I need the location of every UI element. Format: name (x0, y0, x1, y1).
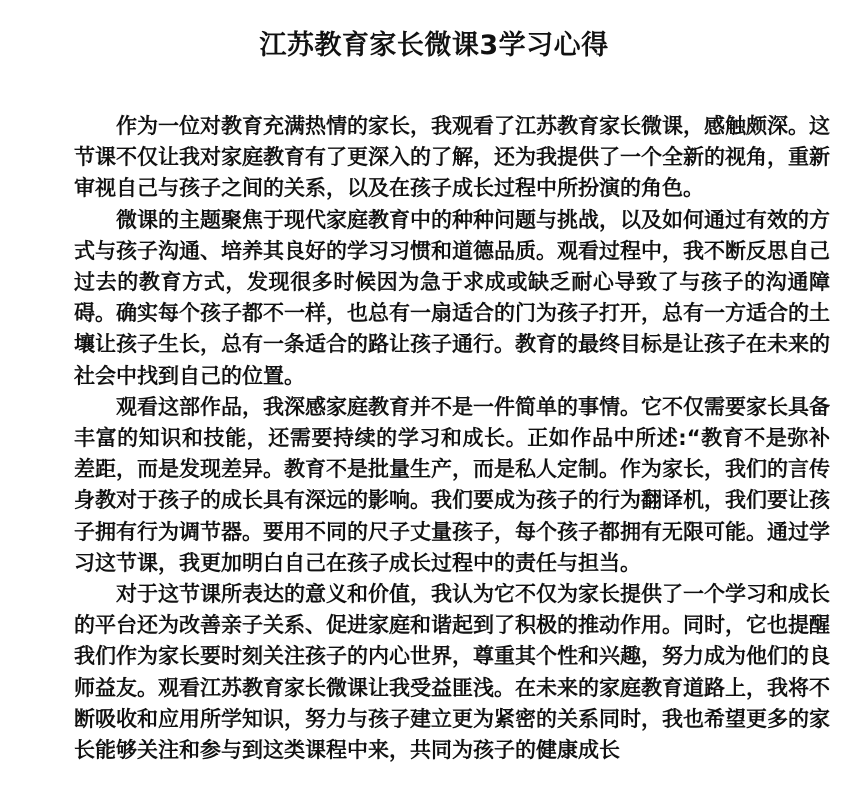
paragraph-2: 微课的主题聚焦于现代家庭教育中的种种问题与挑战，以及如何通过有效的方式与孩子沟通、培养其良好的学习习惯和道德品质。观看过程中，我不断反思自己过去的教育方式，发现很多时候因为急于求成或缺乏耐心导致了与孩子的沟通障碍。确实每个孩子都不一样，也总有一扇适合的门为孩子打开，总有一方适合的土壤让孩子生长，总有一条适合的路让孩子通行。教育的最终目标是让孩子在未来的社会中找到自己的位置。 (74, 207, 830, 388)
paragraph-3: 观看这部作品，我深感家庭教育并不是一件简单的事情。它不仅需要家长具备丰富的知识和技能，还需要持续的学习和成长。正如作品中所述:“教育不是弥补差距，而是发现差异。教育不是批量生产，而是私人定制。作为家长，我们的言传身教对于孩子的成长具有深远的影响。我们要成为孩子的行为翻译机，我们要让孩子拥有行为调节器。要用不同的尺子丈量孩子，每个孩子都拥有无限可能。通过学习这节课，我更加明白自己在孩子成长过程中的责任与担当。 (74, 394, 830, 575)
document-body (74, 111, 830, 766)
paragraph-4: 对于这节课所表达的意义和价值，我认为它不仅为家长提供了一个学习和成长的平台还为改善亲子关系、促进家庭和谐起到了积极的推动作用。同时，它也提醒我们作为家长要时刻关注孩子的内心世界，尊重其个性和兴趣，努力成为他们的良师益友。观看江苏教育家长微课让我受益匪浅。在未来的家庭教育道路上，我将不断吸收和应用所学知识，努力与孩子建立更为紧密的关系同时，我也希望更多的家长能够关注和参与到这类课程中来，共同为孩子的健康成长 (74, 582, 830, 763)
document-title: 江苏教育家长微课3学习心得 (259, 30, 609, 61)
paragraph-1: 作为一位对教育充满热情的家长，我观看了江苏教育家长微课，感触颇深。这节课不仅让我对家庭教育有了更深入的了解，还为我提供了一个全新的视角，重新审视自己与孩子之间的关系，以及在孩子成长过程中所扮演的角色。 (74, 114, 830, 201)
